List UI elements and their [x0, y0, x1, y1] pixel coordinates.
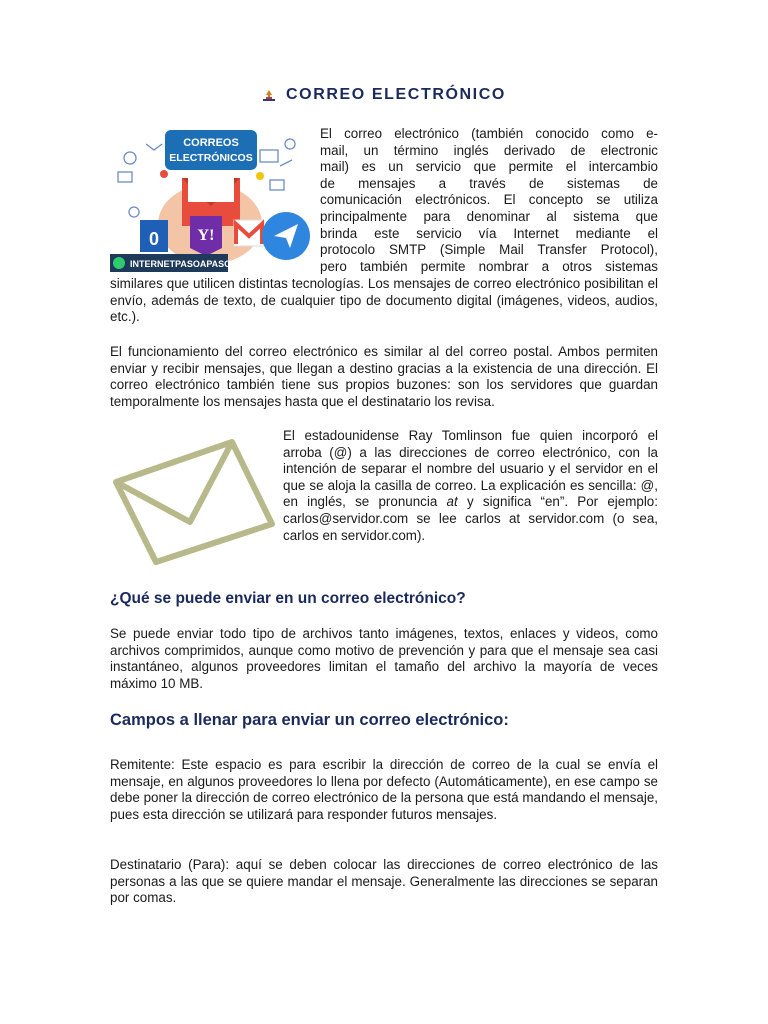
banner-brand: INTERNETPASOAPASO: [130, 259, 232, 269]
banner-label-line2: ELECTRÓNICOS: [169, 152, 253, 164]
paragraph-tomlinson: [283, 428, 658, 544]
intro-paragraph-rest: similares que utilicen distintas tecnologías. Los mensajes de correo electrónico posibilitan el envío, además de texto, de cualquier tipo de documento digital (imágenes, videos, audios, etc.).: [110, 276, 658, 325]
intro-line: mail, un término inglés derivado de electronic: [320, 142, 658, 158]
paragraph-postal: El funcionamiento del correo electrónico es similar al del correo postal. Ambos permiten enviar y recibir mensajes, que llegan a destino gracias a la existencia de una dirección. El correo electrónico también tiene sus propios buzones: son los servidores que guardan temporalmente los mensajes hasta que el destinatario los revisa.: [110, 344, 658, 409]
heading-fields: Campos a llenar para enviar un correo electrónico:: [110, 711, 509, 729]
banner-label-line1: CORREOS: [183, 137, 239, 149]
intro-line: comunicación electrónicos. El concepto se utiliza: [320, 192, 658, 208]
intro-line: de mensajes a través de sistemas de: [320, 175, 658, 191]
banner-label-box: [165, 130, 257, 170]
arrow-bullet-icon: [262, 88, 276, 102]
heading-what-to-send: ¿Qué se puede enviar en un correo electrónico?: [110, 590, 466, 607]
title-text: CORREO ELECTRÓNICO: [286, 86, 506, 103]
paragraph-what-to-send: Se puede enviar todo tipo de archivos tanto imágenes, textos, enlaces y videos, como archivos comprimidos, aunque como motivo de prevención y para que el mensaje sea casi instantáneo, algunos proveedores limitan el tamaño del archivo la mayoría de veces máximo 10 MB.: [110, 626, 658, 691]
paragraph-sender: Remitente: Este espacio es para escribir la dirección de correo de la cual se envía el mensaje, en algunos proveedores lo llena por defecto (Automáticamente), en ese campo se debe poner la dirección de correo electrónico de la persona que está mandando el mensaje, pues esta dirección se utilizará para responder futuros mensajes.: [110, 757, 658, 822]
intro-line: protocolo SMTP (Simple Mail Transfer Protocol),: [320, 242, 658, 258]
intro-line: El correo electrónico (también conocido como e-: [320, 126, 658, 141]
document-title: [262, 86, 506, 104]
envelope-icon: [110, 436, 278, 568]
svg-text:Y!: Y!: [197, 227, 215, 244]
svg-text:0: 0: [148, 229, 160, 249]
intro-line: mail) es un servicio que permite el intercambio: [320, 159, 658, 175]
email-banner-image: [110, 124, 310, 272]
intro-wrap: [320, 126, 658, 275]
intro-line: principalmente para denominar al sistema que: [320, 208, 658, 224]
paragraph-recipient: Destinatario (Para): aquí se deben colocar las direcciones de correo electrónico de las personas a las que se quiere mandar el mensaje. Generalmente las direcciones se separan por comas.: [110, 857, 658, 906]
intro-line: brinda este servicio vía Internet mediante el: [320, 225, 658, 241]
tomlinson-text-b: y significa “en”. Por ejemplo: carlos@servidor.com se lee carlos at servidor.com (o sea, carlos en servidor.com).: [283, 494, 658, 543]
tomlinson-text-a: El estadounidense Ray Tomlinson fue quien incorporó el arroba (@) a las direcciones de correo electrónico, con la intención de separar el nombre del usuario y el servidor en el que se aloja la casilla de correo. La explicación es sencilla: @, en inglés, se pronuncia: [283, 428, 658, 510]
intro-line: pero también permite nombrar a otros sistemas: [320, 258, 658, 274]
tomlinson-at: at: [446, 494, 458, 510]
